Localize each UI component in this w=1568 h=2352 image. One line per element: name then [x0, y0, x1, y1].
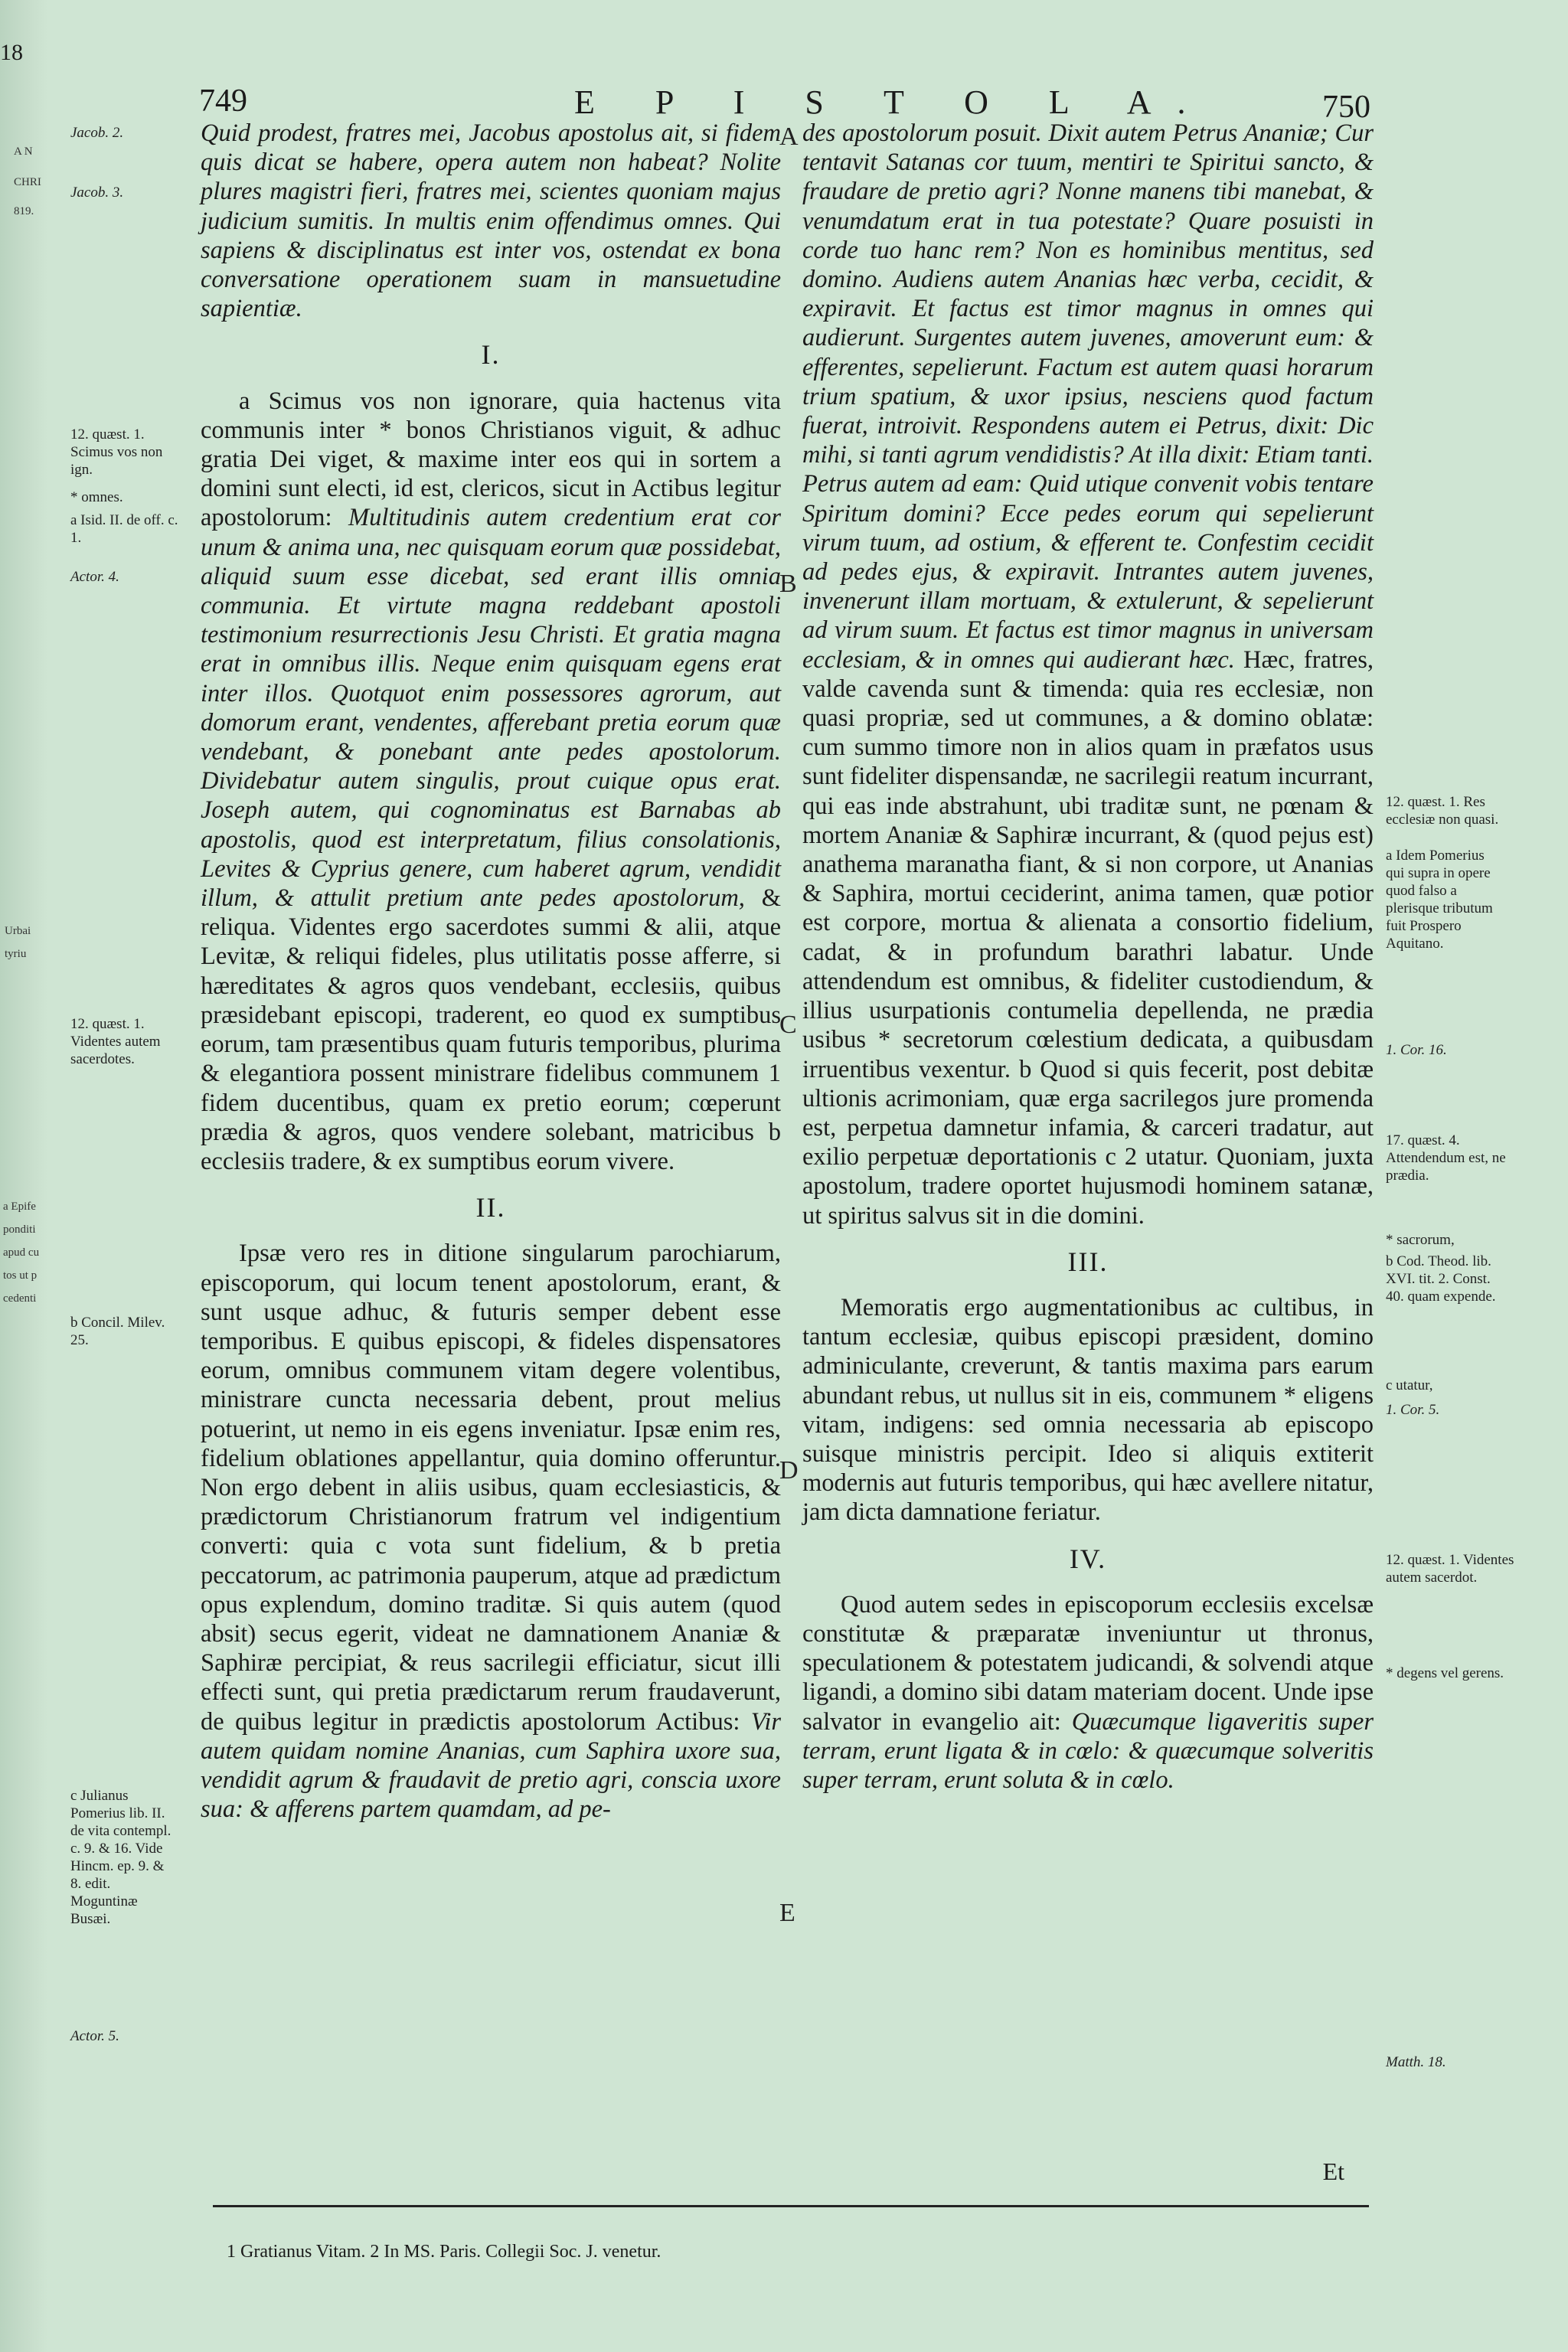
page-number-left: 749 [199, 83, 247, 119]
margin-gloss: * degens vel gerens. [1386, 1665, 1504, 1681]
margin-ref: Actor. 5. [70, 2028, 119, 2044]
side-letter-c: C [779, 1011, 797, 1039]
edge-label: cedenti [3, 1292, 37, 1305]
margin-ref: Actor. 4. [70, 569, 119, 585]
section-heading-1: I. [481, 339, 501, 371]
edge-label: ponditi [3, 1223, 36, 1236]
side-letter-e: E [779, 1899, 795, 1927]
scripture-quote: Quid prodest, fratres mei, Jacobus apostolus ait, si fidem quis dicat se habere, opera autem non habeat? Nolite plures magistri fieri, fratres mei, scientes quoniam majus judicium sumitis. In multis enim offendimus omnes. Qui sapiens & disciplinatus est inter vos, ostendat ex bona conversatione operationem suam in mansuetudine sapientiæ. [201, 119, 781, 323]
edge-label: CHRI [14, 176, 41, 188]
text-span: Ipsæ vero res in ditione singularum parochiarum, episcoporum, qui locum tenent apostolorum, erant, & sunt usque adhuc, & futuris semper debent esse temporibus. E quibus episcopi, & fideles dispensatores eorum, omnibus communem vitam degere volentibus, ministrare cuncta necessaria debent, prout melius potuerint, ut nemo in eis egens inveniatur. Ipsæ enim res, fidelium oblationes appellantur, quia domino offeruntur. Non ergo debent in aliis usibus, quam ecclesiasticis, & prædictorum Christianorum fratrum vel indigentium converti: quia c vota sunt fidelium, & b pretia peccatorum, ac patrimonia pauperum, atque ad prædictum opus explendum, domino traditæ. Si quis autem (quod absit) secus egerit, videat ne damnationem Ananiæ & Saphiræ percipiat, & reus sacrilegii efficiatur, sicut illi effecti sunt, qui pretia prædictarum rerum fraudaverunt, de quibus legitur in prædictis apostolorum Actibus: [201, 1240, 781, 1736]
margin-gloss: * sacrorum, [1386, 1232, 1455, 1248]
edge-label: apud cu [3, 1246, 40, 1259]
side-letter-d: D [779, 1456, 799, 1485]
margin-gloss: b Cod. Theod. lib. XVI. tit. 2. Const. 40. quam expende. [1386, 1253, 1496, 1305]
margin-gloss: * omnes. [70, 489, 123, 505]
side-letter-a: A [779, 122, 799, 151]
paragraph-continued [802, 119, 1374, 1230]
paragraph-section-2 [201, 1239, 781, 1824]
text-span: & reliqua. Videntes ergo sacerdotes summi & alii, atque Levitæ, & reliqui fideles, plus utilitatis posse afferre, si hæreditates & agros quos vendebant, ecclesiis, quibus præsidebant episcopi, traderent, eo quod ex sumptibus eorum, tam præsentibus quam futuris temporibus, plurima & elegantiora possent ministrare fidelibus communem 1 fidem ducentibus, quam ex pretio eorum; cœperunt prædia & agros, quos vendere solebant, matricibus b ecclesiis tradere, & ex sumptibus eorum vivere. [201, 884, 781, 1175]
scripture-quote: Multitudinis autem credentium erat cor unum & anima una, nec quisquam eorum quæ possidebat, aliquid suum esse dicebat, sed erant illis omnia communia. Et virtute magna reddebant apostoli testimonium resurrectionis Jesu Christi. Et gratia magna erat in omnibus illis. Neque enim quisquam egens erat inter illos. Quotquot enim possessores agrorum, aut domorum erant, vendentes, afferebant pretia eorum quæ vendebant, & ponebant ante pedes apostolorum. Dividebatur autem singulis, prout cuique opus erat. Joseph autem, qui cognominatus est Barnabas ab apostolis, quod est interpretatum, filius consolationis, Levites & Cyprius genere, cum haberet agrum, vendidit illum, & attulit pretium ante pedes apostolorum, [201, 504, 781, 913]
scripture-quote: des apostolorum posuit. Dixit autem Petrus Ananiæ; Cur tentavit Satanas cor tuum, mentiri te Spiritui sancto, & fraudare de pretio agri? Nonne manens tibi manebat, & venumdatum erat in tua potestate? Quare posuisti in corde tuo hanc rem? Non es hominibus mentitus, sed domino. Audiens autem Ananias hæc verba, cecidit, & expiravit. Et factus est timor magnus in omnes qui audierunt. Surgentes autem juvenes, amoverunt eum: & efferentes, sepelierunt. Factum est autem quasi horarum trium spatium, & uxor ipsius, nesciens quod factum fuerat, introivit. Respondens autem ei Petrus, dixit: Dic mihi, si tanti agrum vendidistis? At illa dixit: Etiam tanti. Petrus autem ad eam: Quid utique convenit vobis tentare Spiritum domini? Ecce pedes eorum qui sepelierunt virum tuum, ad ostium, & efferent te. Confestim cecidit ad pedes ejus, & expiravit. Intrantes autem juvenes, invenerunt illam mortuam, & extulerunt, & sepelierunt ad virum suum. Et factus est timor magnus in universam ecclesiam, & in omnes qui audierant hæc. [802, 119, 1374, 674]
edge-label: 819. [14, 205, 34, 217]
paragraph-section-3: Memoratis ergo augmentationibus ac cultibus, in tantum ecclesiæ, quibus episcopi præsident, domino adminiculante, creverunt, & tantis maxima pars earum abundant rebus, ut nullus sit in eis, communem * eligens vitam, indigens: sed omnia necessaria ab episcopo suisque ministris percipit. Ideo si aliquis extiterit modernis aut futuris temporibus, qui hæc avellere nitatur, jam dicta damnatione feriatur. [802, 1293, 1374, 1527]
adjacent-page-number: 18 [0, 40, 23, 65]
right-text-column [802, 119, 1374, 1795]
margin-gloss: a Idem Pomerius qui supra in opere quod falso a plerisque tributum fuit Prospero Aquitano. [1386, 848, 1493, 952]
edge-label: tos ut p [3, 1269, 38, 1282]
edge-label: a Epife [3, 1200, 36, 1213]
margin-ref: Jacob. 3. [70, 185, 124, 201]
margin-gloss: 17. quæst. 4. Attendendum est, ne prædia. [1386, 1132, 1506, 1184]
margin-gloss: 12. quæst. 1. Res ecclesiæ non quasi. [1386, 794, 1499, 828]
margin-gloss: c Julianus Pomerius lib. II. de vita contempl. c. 9. & 16. Vide Hincm. ep. 9. & 8. edit. Moguntinæ Busæi. [70, 1788, 172, 1927]
margin-gloss: c utatur, [1386, 1377, 1433, 1393]
margin-ref: 1. Cor. 5. [1386, 1402, 1440, 1418]
margin-gloss: 12. quæst. 1. Scimus vos non ign. [70, 426, 163, 478]
margin-gloss: 12. quæst. 1. Videntes autem sacerdotes. [70, 1016, 161, 1067]
left-text-column [201, 119, 781, 1824]
adjacent-page-edge [0, 0, 47, 2352]
side-letter-b: B [779, 570, 797, 598]
margin-gloss: a Isid. II. de off. c. 1. [70, 512, 178, 546]
intro-paragraph [201, 119, 781, 323]
text-span: a Scimus vos non ignorare, quia hactenus vita communis inter * bonos Christianos viguit, & adhuc gratia Dei viget, & maxime inter eos qui in sortem a domini sunt electi, id est, clericos, sicut in Actibus legitur apostolorum: [201, 387, 781, 532]
edge-label: tyriu [5, 948, 27, 960]
margin-gloss: b Concil. Milev. 25. [70, 1315, 165, 1348]
text-span: Hæc, fratres, valde cavenda sunt & timenda: quia res ecclesiæ, non quasi propriæ, sed ut communes, a & domino oblatæ: cum summo timore non in alios quam in præfatos usus sunt fideliter dispensandæ, ne sacrilegii reatum incurrant, qui eas inde abstrahunt, ubi traditæ sunt, ne pœnam & mortem Ananiæ & Saphiræ incurrant, & (quod pejus est) anathema maranatha fiant, & si non corpore, ut Ananias & Saphira, mortui ceciderint, anima tamen, quæ potior est corpore, mortua & alienata a consortio fidelium, cadat, & in profundum barathri labatur. Unde attendendum est omnibus, & fideliter custodiendum, & illius usurpationis contumelia depellenda, ne prædia usibus * secretorum cœlestium dedicata, a quibusdam irruentibus vexentur. b Quod si quis fecerit, post debitæ ultionis acrimoniam, quæ erga sacrilegos jure promenda est, perpetua damnetur infamia, & carceri tradatur, aut exilio perpetuæ deportationis c 2 utatur. Quoniam, juxta apostolum, tradere oportet hujusmodi hominem satanæ, ut spiritus salvus sit in die domini. [802, 645, 1374, 1230]
footnote-rule [213, 2205, 1369, 2207]
scripture-quote: Quæcumque ligaveritis super terram, erunt ligata & in cœlo: & quæcumque solveritis super terram, erunt soluta & in cœlo. [802, 1707, 1374, 1794]
footnotes: 1 Gratianus Vitam. 2 In MS. Paris. Collegii Soc. J. venetur. [227, 2242, 662, 2262]
text-span: Quod autem sedes in episcoporum ecclesiis excelsæ constitutæ & præparatæ inveniuntur ut thronus, speculationem & potestatem judicandi, & solvendi atque ligandi, a domino sibi datam materiam docent. Unde ipse salvator in evangelio ait: [802, 1590, 1374, 1736]
running-title: E P I S T O L A. [574, 83, 1212, 121]
section-heading-2: II. [475, 1192, 506, 1223]
scripture-quote: Vir autem quidam nomine Ananias, cum Saphira uxore sua, vendidit agrum & fraudavit de pretio agri, conscia uxore sua: & afferens partem quamdam, ad pe- [201, 1707, 781, 1824]
paragraph-section-1 [201, 387, 781, 1176]
margin-ref: Jacob. 2. [70, 125, 124, 141]
section-heading-4: IV. [1069, 1543, 1107, 1574]
page-number-right: 750 [1322, 90, 1370, 125]
edge-label: Urbai [5, 925, 31, 937]
margin-gloss: 12. quæst. 1. Videntes autem sacerdot. [1386, 1552, 1514, 1586]
section-heading-3: III. [1067, 1246, 1109, 1277]
margin-ref: Matth. 18. [1386, 2054, 1446, 2070]
margin-ref: 1. Cor. 16. [1386, 1042, 1447, 1058]
edge-label: A N [14, 145, 33, 158]
catchword: Et [1322, 2158, 1344, 2185]
paragraph-section-4 [802, 1590, 1374, 1795]
